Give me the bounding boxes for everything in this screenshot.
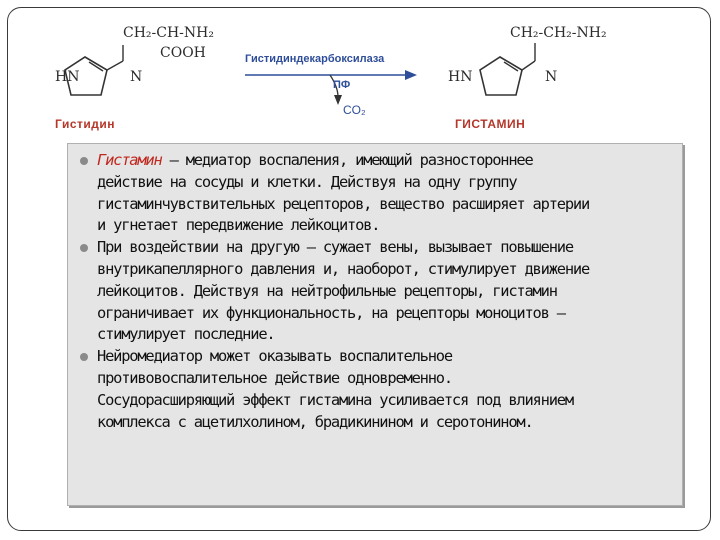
bullet-line: противовоспалительное действие одновременно. (97, 368, 452, 387)
histamine-bond (522, 61, 535, 70)
histidine-carboxyl: COOH (160, 45, 206, 61)
bullet-line: ограничивает их функциональность, на рецепторы моноцитов – (97, 303, 565, 322)
bullet-line: При воздействии на другую – сужает вены, вызывает повышение (97, 238, 573, 257)
bullet-line: внутрикапеллярного давления и, наоборот, стимулирует движение (97, 259, 590, 278)
bullet-dot-icon (80, 353, 88, 361)
bullet-line: действие на сосуды и клетки. Действуя на одну группу (97, 172, 517, 191)
histidine-hn: HN (55, 69, 80, 85)
histidine-substituent: CH₂-CH-NH₂ (123, 25, 214, 41)
bullet-line: – медиатор воспаления, имеющий разностороннее (161, 151, 533, 169)
bullet-line: Сосудорасширяющий эффект гистамина усиливается под влиянием (97, 390, 573, 409)
enzyme-label: Гистидиндекарбоксилаза (245, 53, 385, 65)
reaction-diagram (55, 15, 655, 140)
bullet-line: комплекса с ацетилхолином, брадикинином и серотонином. (97, 412, 533, 431)
bullet-line: Нейромедиатор может оказывать воспалительное (97, 347, 452, 366)
bullet-line: лейкоцитов. Действуя на нейтрофильные рецепторы, гистамин (97, 281, 557, 300)
text-panel (67, 143, 683, 506)
bullet-item (80, 150, 674, 237)
byproduct-label: CO₂ (343, 103, 366, 117)
histamine-label: ГИСТАМИН (455, 117, 526, 131)
histidine-n: N (130, 69, 143, 85)
histamine-substituent: CH₂-CH₂-NH₂ (510, 25, 607, 41)
histidine-label: Гистидин (55, 117, 116, 131)
bullet-line: гистаминчувствительных рецепторов, вещество расширяет артерии (97, 194, 590, 213)
bullet-item (80, 346, 674, 433)
histamine-hn: HN (448, 69, 473, 85)
byproduct-arrow-head (334, 95, 342, 105)
histidine-bond (107, 61, 123, 70)
bullet-line: и угнетает передвижение лейкоцитов. (97, 216, 380, 235)
cofactor-label: ПФ (333, 79, 351, 91)
bullet-dot-icon (80, 244, 88, 252)
bullet-term: Гистамин (97, 151, 162, 169)
bullet-line: стимулирует последние. (97, 325, 275, 344)
bullet-item (80, 237, 674, 346)
histamine-n: N (545, 69, 558, 85)
bullet-dot-icon (80, 157, 88, 165)
bullet-list (68, 144, 682, 433)
histamine-ring (480, 57, 522, 95)
arrow-head (405, 70, 417, 80)
